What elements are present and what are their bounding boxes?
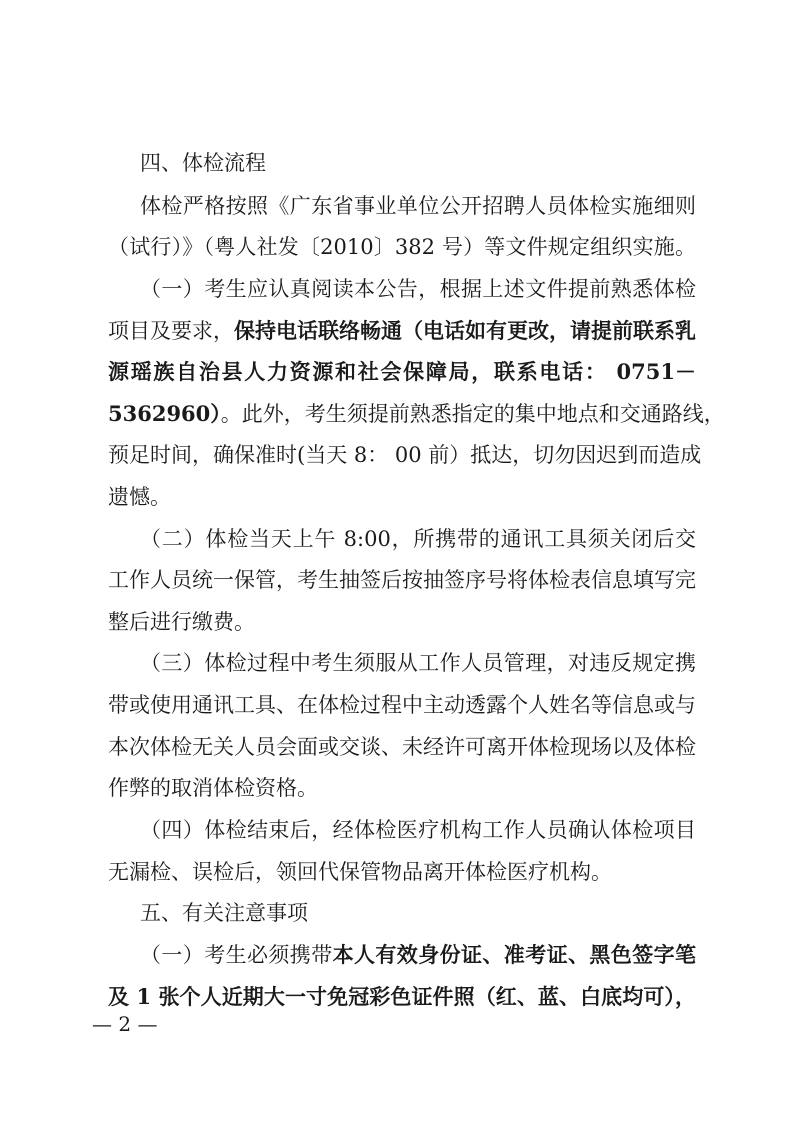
text-segment: 。此外，考生须提前熟悉指定的集中地点和交通路线， [220,402,725,426]
paragraph-line: 预足时间，确保准时(当天 8： 00 前）抵达，切勿因迟到而造成 [108,443,702,467]
bold-text-segment: 保持电话联络畅通（电话如有更改，请提前联系乳 [234,318,696,343]
paragraph-line: 工作人员统一保管，考生抽签后按抽签序号将体检表信息填写完 [108,568,696,592]
paragraph-line: （试行）》（粤人社发〔2010〕382 号）等文件规定组织实施。 [108,235,696,259]
page-number: — 2 — [92,1012,158,1036]
paragraph-line: 无漏检、误检后，领回代保管物品离开体检医疗机构。 [108,860,612,884]
paragraph-line: 遗憾。 [108,485,171,509]
section-heading-4: 四、体检流程 [140,151,266,175]
paragraph-line [108,316,696,346]
paragraph-line: （一）考生应认真阅读本公告，根据上述文件提前熟悉体检 [140,277,696,301]
paragraph-line [108,399,725,429]
paragraph-line: 整后进行缴费。 [108,610,255,634]
bold-text-segment: 本人有效身份证、准考证、黑色签字笔 [332,942,697,967]
section-heading-5: 五、有关注意事项 [140,901,308,925]
paragraph-line: （四）体检结束后，经体检医疗机构工作人员确认体检项目 [140,818,696,842]
paragraph-line: （三）体检过程中考生须服从工作人员管理，对违反规定携 [140,651,696,675]
paragraph-line: 作弊的取消体检资格。 [108,776,318,800]
paragraph-line: （二）体检当天上午 8:00，所携带的通讯工具须关闭后交 [140,527,696,551]
text-segment: 项目及要求， [108,319,234,343]
bold-text-segment: 5362960） [108,401,221,426]
bold-paragraph-line: 及 1 张个人近期大一寸免冠彩色证件照（红、蓝、白底均可）， [108,984,696,1009]
paragraph-line: 体检严格按照《广东省事业单位公开招聘人员体检实施细则 [140,194,696,218]
bold-paragraph-line: 源瑶族自治县人力资源和社会保障局，联系电话： 0751－ [108,359,696,384]
paragraph-line: 本次体检无关人员会面或交谈、未经许可离开体检现场以及体检 [108,735,696,759]
paragraph-line [140,940,696,970]
text-segment: （一）考生必须携带 [140,943,333,967]
paragraph-line: 带或使用通讯工具、在体检过程中主动透露个人姓名等信息或与 [108,693,696,717]
